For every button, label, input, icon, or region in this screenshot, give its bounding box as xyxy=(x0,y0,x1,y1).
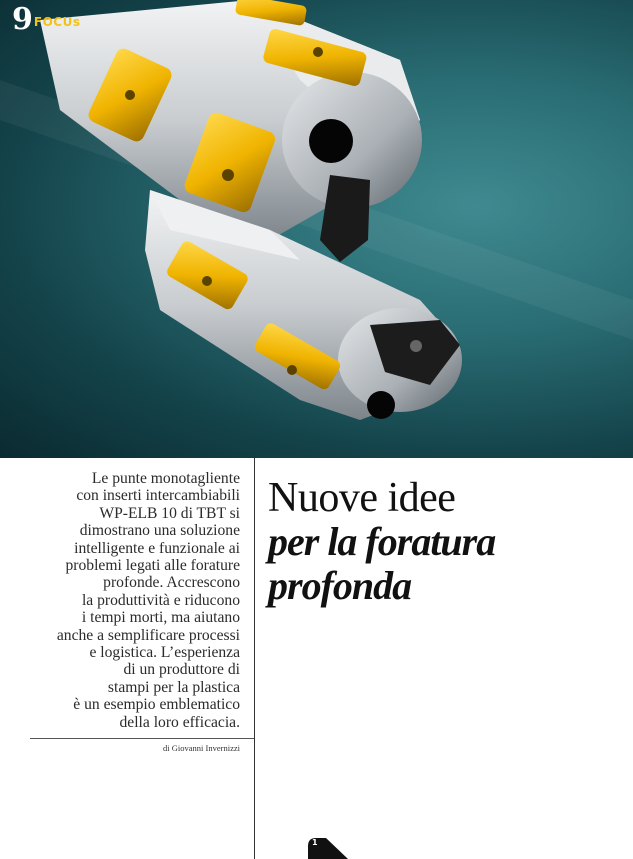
lead-line: intelligente e funzionale ai xyxy=(74,539,240,557)
lead-line: di un produttore di xyxy=(123,661,240,679)
byline: di Giovanni Invernizzi xyxy=(163,743,240,753)
title-line-2: per la foratura xyxy=(268,519,496,564)
article-title xyxy=(268,476,628,608)
lead-line: e logistica. L’esperienza xyxy=(89,644,240,662)
section-label: FOCUs xyxy=(33,15,81,29)
lead-line: dimostrano una soluzione xyxy=(79,522,240,540)
section-mark: 9 xyxy=(12,2,33,37)
lead-line: la produttività e riducono xyxy=(81,591,240,609)
page-tab-icon xyxy=(304,834,348,859)
section-brand xyxy=(12,2,81,37)
lead-line: profonde. Accrescono xyxy=(103,574,240,592)
column-divider xyxy=(254,458,255,859)
lead-line: stampi per la plastica xyxy=(107,678,240,696)
lead-line: problemi legati alle forature xyxy=(65,557,240,575)
lead-line: i tempi morti, ma aiutano xyxy=(81,609,240,627)
lead-line: WP-ELB 10 di TBT si xyxy=(99,504,240,522)
lead-divider xyxy=(30,738,254,739)
lead-line: Le punte monotagliente xyxy=(91,470,240,487)
lead-line: anche a semplificare processi xyxy=(56,626,240,644)
title-line-1: Nuove idee xyxy=(268,475,456,521)
lead-line: della loro efficacia. xyxy=(119,713,240,731)
title-line-3: profonda xyxy=(268,563,412,608)
lead-line: con inserti intercambiabili xyxy=(76,487,240,505)
page-number: 1 xyxy=(312,838,318,847)
lead-line: è un esempio emblematico xyxy=(73,696,240,714)
article-lead xyxy=(28,470,240,731)
